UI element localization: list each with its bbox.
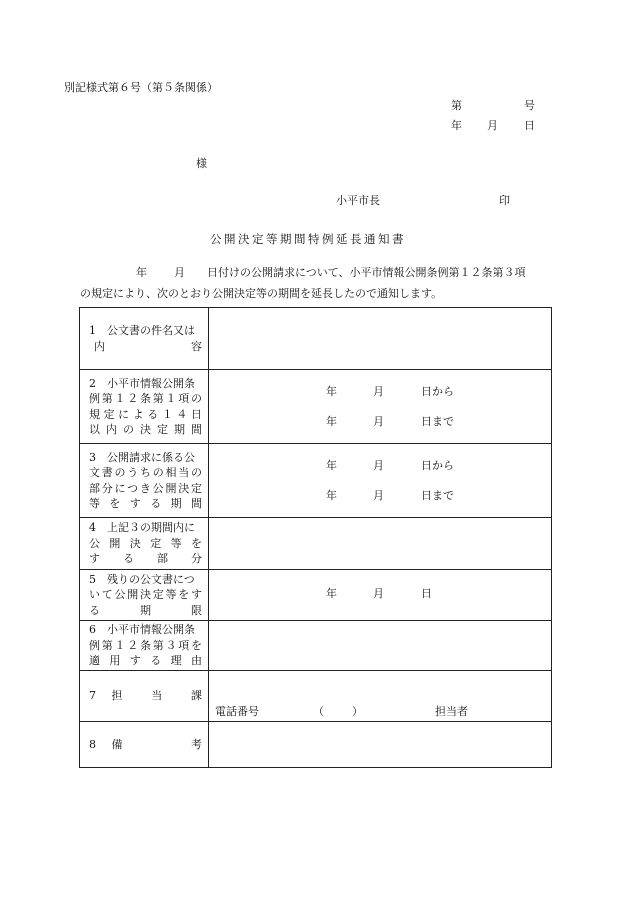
row-label — [80, 621, 209, 671]
extended-period-cell[interactable] — [209, 444, 552, 518]
row-label-line: 4 上記３の期間内に — [89, 521, 195, 535]
notice-table — [79, 307, 552, 768]
phone-close-paren: ） — [352, 705, 363, 718]
month-label: 月 — [373, 459, 384, 472]
contact-cell[interactable] — [209, 671, 552, 722]
table-row — [80, 444, 552, 518]
month-label: 月 — [373, 489, 384, 502]
period-start-line — [209, 385, 551, 399]
decision-period-cell[interactable] — [209, 370, 552, 444]
intro-line2: の規定により、次のとおり公開決定等の期間を延長したので通知します。 — [80, 287, 443, 300]
month-label: 月 — [373, 415, 384, 428]
partial-decision-cell[interactable] — [209, 518, 552, 570]
table-row — [80, 621, 552, 671]
issue-date-day: 日 — [524, 119, 535, 132]
issue-date-month: 月 — [487, 119, 498, 132]
row-label-line: する部分 — [89, 552, 202, 566]
staff-label: 担当者 — [435, 705, 468, 718]
year-label: 年 — [326, 459, 337, 472]
row-label — [80, 370, 209, 444]
row-label-line: いて公開決定等をす — [89, 588, 202, 602]
row-label-line: 以内の決定期間 — [89, 423, 202, 436]
document-number-prefix: 第 — [451, 99, 462, 112]
row-label-line: 3 公開請求に係る公 — [89, 450, 195, 464]
document-name-cell[interactable] — [209, 308, 552, 370]
document-number-suffix: 号 — [524, 99, 535, 112]
table-row — [80, 518, 552, 570]
form-number-label: 別記様式第６号（第５条関係） — [64, 81, 218, 94]
phone-open-paren: （ — [313, 705, 324, 718]
year-label: 年 — [326, 489, 337, 502]
row-label-line: 規定による１４日 — [89, 407, 202, 421]
document-title: 公開決定等期間特例延長通知書 — [210, 232, 406, 246]
remaining-deadline-cell[interactable] — [209, 570, 552, 621]
row-label — [80, 518, 209, 570]
row-label — [80, 570, 209, 621]
intro-month: 月 — [174, 266, 185, 279]
day-label: 日 — [421, 587, 432, 600]
phone-label: 電話番号 — [215, 705, 259, 718]
intro-line1: 日付けの公開請求について、小平市情報公開条例第１２条第３項 — [207, 266, 526, 279]
deadline-line — [209, 587, 551, 601]
period-start-line — [209, 459, 551, 473]
row-label-line: る 期 限 — [89, 603, 202, 617]
row-label — [80, 722, 209, 768]
from-label: 日から — [421, 385, 454, 398]
row-label-line: 例第１２条第１項の — [89, 392, 202, 405]
row-label — [80, 671, 209, 722]
row-label-line: 例第１２条第３項を — [89, 638, 202, 652]
year-label: 年 — [326, 587, 337, 600]
period-end-line — [209, 415, 551, 429]
intro-year: 年 — [136, 266, 147, 279]
row-label-line: 7 担 当 課 — [89, 689, 202, 703]
reason-cell[interactable] — [209, 621, 552, 671]
issue-date-year: 年 — [451, 119, 462, 132]
row-label-line: 6 小平市情報公開条 — [89, 623, 195, 637]
issuer-name: 小平市長 — [336, 194, 380, 207]
row-label-line: 部分につき公開決定 — [89, 481, 202, 495]
addressee-honorific: 様 — [196, 157, 207, 170]
until-label: 日まで — [421, 489, 454, 502]
row-label-line: 等をする期間 — [89, 497, 202, 510]
from-label: 日から — [421, 459, 454, 472]
seal-mark: 印 — [499, 194, 510, 207]
table-row — [80, 370, 552, 444]
row-label-line: 適用する理由 — [89, 654, 202, 668]
row-label-line: 5 残りの公文書につ — [89, 572, 195, 586]
table-row — [80, 570, 552, 621]
year-label: 年 — [326, 385, 337, 398]
row-label-line: 2 小平市情報公開条 — [89, 376, 195, 390]
row-label-line: 8 備 考 — [89, 737, 202, 751]
row-label-line: 文書のうちの相当の — [89, 466, 202, 479]
table-row — [80, 671, 552, 722]
row-label — [80, 308, 209, 370]
row-label — [80, 444, 209, 518]
period-end-line — [209, 489, 551, 503]
table-row — [80, 308, 552, 370]
month-label: 月 — [373, 385, 384, 398]
remarks-cell[interactable] — [209, 722, 552, 768]
until-label: 日まで — [421, 415, 454, 428]
row-label-line: 公開決定等を — [89, 536, 202, 550]
table-row — [80, 722, 552, 768]
row-label-line: 内 容 — [94, 339, 202, 353]
month-label: 月 — [373, 587, 384, 600]
row-label-line: 1 公文書の件名又は — [89, 324, 195, 337]
year-label: 年 — [326, 415, 337, 428]
